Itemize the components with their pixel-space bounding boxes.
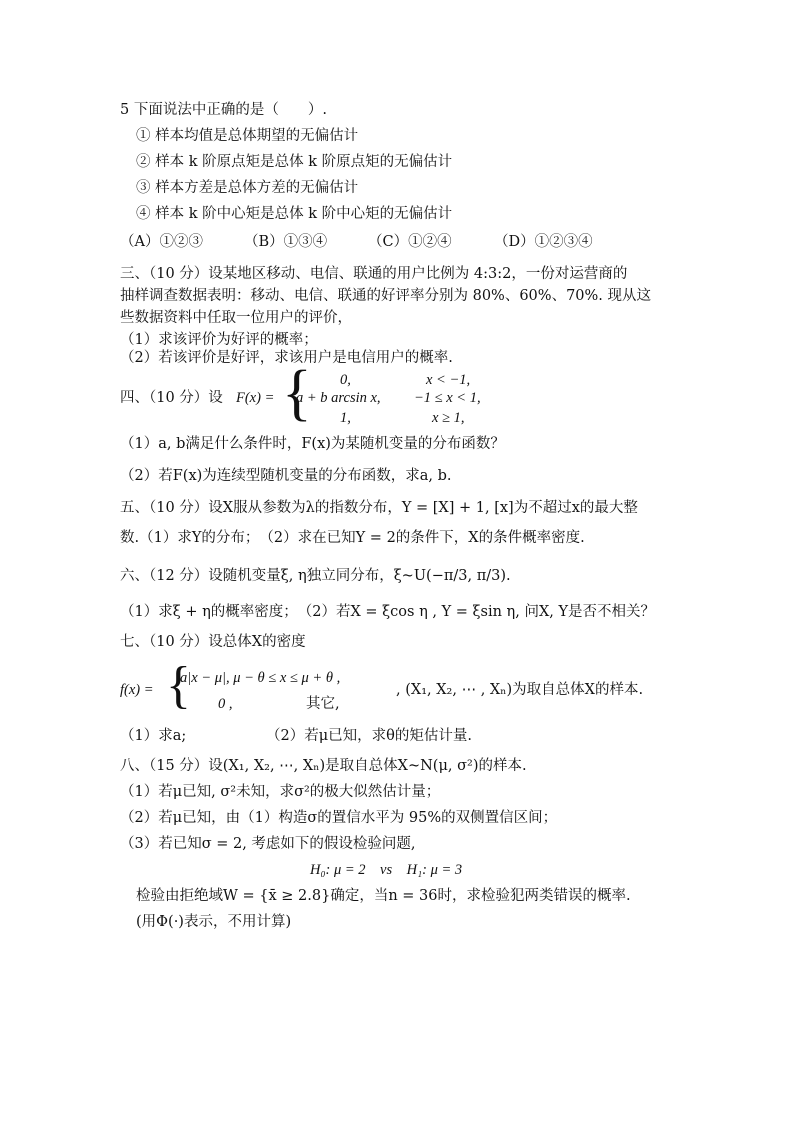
q8-check: 检验由拒绝域W = {x̄ ≥ 2.8}确定，当n = 36时，求检验犯两类错误的概率. [136,888,631,904]
q3-line-3: 些数据资料中任取一位用户的评价， [120,310,352,326]
q5-option-b: （B）①③④ [244,234,328,250]
q5-item-3: ③ 样本方差是总体方差的无偏估计 [136,180,359,196]
q4-cond-3: x ≥ 1, [432,410,465,426]
q7-fx: f(x) = [120,682,154,698]
q4-lead: 四、（10 分）设 [120,390,223,406]
q4-case-2: a + b arcsin x, [296,390,381,406]
q6-line-2: （1）求ξ + η的概率密度； （2）若X = ξcos η , Y = ξsin η, 问X, Y是否不相关？ [120,604,656,620]
q5b-line-1: 五、（10 分）设X服从参数为λ的指数分布，Y = [X] + 1, [x]为不超过x的最大整 [120,500,638,516]
q7-case-2-value: 0 , [218,696,233,712]
q5-stem: 5 下面说法中正确的是（ ）. [120,102,327,118]
q4-cond-2: −1 ≤ x < 1, [414,390,481,406]
q7-brace: { [166,657,191,714]
q5-item-4: ④ 样本 k 阶中心矩是总体 k 阶中心矩的无偏估计 [136,206,453,222]
q4-case-3: 1, [340,410,351,426]
q5b-line-2: 数.（1）求Y的分布； （2）求在已知Y = 2的条件下，X的条件概率密度. [120,530,585,546]
q5-option-c: （C）①②④ [368,234,452,250]
q5-option-a: （A）①②③ [120,234,203,250]
q3-sub-1: （1）求该评价为好评的概率； [120,332,318,348]
q4-sub-1: （1）a, b满足什么条件时，F(x)为某随机变量的分布函数？ [120,436,505,452]
q4-fx: F(x) = [236,390,275,406]
q5-item-1: ① 样本均值是总体期望的无偏估计 [136,128,359,144]
q8-line-1: 八、（15 分）设(X₁, X₂, ⋯, Xₙ)是取自总体X~N(μ, σ²)的样本. [120,758,527,774]
q7-case-2-condition: 其它, [306,696,340,712]
q4-brace: { [282,359,312,427]
q4-case-1: 0, [340,372,351,388]
q8-sub-3: （3）若已知σ = 2, 考虑如下的假设检验问题, [120,836,416,852]
q3-line-1: 三、（10 分）设某地区移动、电信、联通的用户比例为 4:3:2，一份对运营商的 [120,266,628,282]
q7-sub: （1）求a; （2）若μ已知，求θ的矩估计量. [120,728,472,744]
q8-sub-1: （1）若μ已知, σ²未知，求σ²的极大似然估计量； [120,784,441,800]
q7-line-1: 七、（10 分）设总体X的密度 [120,634,306,650]
q6-line-1: 六、（12 分）设随机变量ξ, η独立同分布，ξ~U(−π/3, π/3). [120,568,511,584]
q5-option-d: （D）①②③④ [494,234,593,250]
q7-case-1: a|x − μ|, μ − θ ≤ x ≤ μ + θ , [180,670,341,686]
q3-line-2: 抽样调查数据表明：移动、电信、联通的好评率分别为 80%、60%、70%. 现从这 [120,288,652,304]
q3-sub-2: （2）若该评价是好评，求该用户是电信用户的概率. [120,350,453,366]
q5-item-2: ② 样本 k 阶原点矩是总体 k 阶原点矩的无偏估计 [136,154,453,170]
q8-note: (用Φ(·)表示，不用计算) [136,914,292,930]
q4-cond-1: x < −1, [426,372,471,388]
q7-tail: , (X₁, X₂, ⋯ , Xₙ)为取自总体X的样本. [396,682,644,698]
q8-hypothesis: H₀: μ = 2 vs H₁: μ = 3 [310,862,463,878]
q8-sub-2: （2）若μ已知，由（1）构造σ的置信水平为 95%的双侧置信区间； [120,810,558,826]
q4-sub-2: （2）若F(x)为连续型随机变量的分布函数，求a, b. [120,468,452,484]
